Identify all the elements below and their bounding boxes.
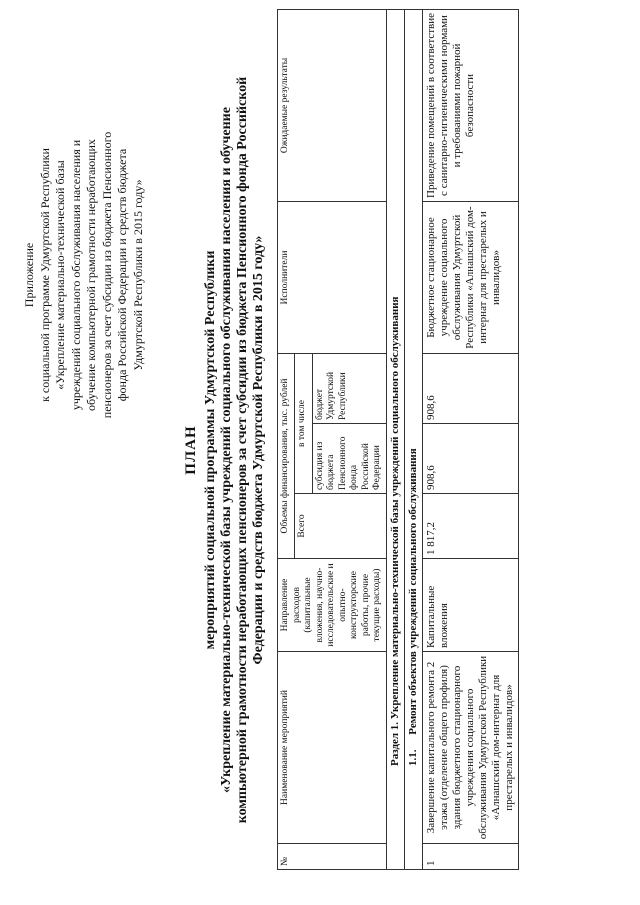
row-executor: Бюджетное стационарное учреждение социального обслуживания Удмуртской Республики «Алнашский дом-интернат для престарелых и инвалидов»	[422, 202, 518, 354]
plan-heading: ПЛАН	[183, 425, 199, 475]
header-name: Наименование мероприятий	[278, 652, 387, 844]
header-volume: Объемы финансирования, тыс. рублей	[278, 354, 295, 559]
row-results: Приведение помещений в соответствие с санитарно-гигиеническими нормами и требованиями пожарной безопасности	[422, 10, 518, 202]
appendix-note	[22, 65, 146, 485]
row-direction: Капитальные вложения	[422, 559, 518, 652]
section-title: Раздел 1. Укрепление материально-технической базы учреждений социального обслуживания	[388, 296, 401, 766]
header-num: №	[278, 844, 387, 870]
plan-title	[183, 35, 267, 865]
appendix-line: «Укрепление материально-технической базы	[53, 160, 67, 390]
subsection-title: Ремонт объектов учреждений социального обслуживания	[406, 448, 419, 735]
header-executor: Исполнители	[278, 202, 387, 354]
section-row	[386, 10, 404, 870]
header-total: Всего	[294, 494, 386, 559]
appendix-line: к социальной программе Удмуртской Республики	[37, 148, 52, 402]
appendix-line: пенсионеров за счет субсидии из бюджета Пенсионного	[99, 131, 114, 419]
header-including: в том числе	[294, 354, 312, 494]
appendix-line: Удмуртской Республики в 2015 году»	[130, 179, 145, 371]
appendix-line: учреждений социального обслуживания населения и	[68, 139, 83, 411]
plan-title-line: Федерации и средств бюджета Удмуртской Республики в 2015 году»	[251, 235, 266, 665]
appendix-line: обучение компьютерной грамотности неработающих	[84, 139, 98, 411]
plan-title-line: компьютерной грамотности неработающих пенсионеров за счет субсидии из бюджета Пенсионного фонда Российской	[235, 76, 250, 824]
row-pension-fund: 908,6	[422, 424, 518, 494]
header-budget-ur: бюджет Удмуртской Республики	[312, 354, 386, 424]
row-budget-ur: 908,6	[422, 354, 518, 424]
header-results: Ожидаемые результаты	[278, 10, 387, 202]
plan-title-line: мероприятий социальной программы Удмуртской Республики	[203, 250, 218, 650]
row-name: Завершение капитального ремонта 2 этажа (отделение общего профиля) здания бюджетного стационарного учреждения социального обслуживания Удмуртской Республики «Алнашский дом-интернат для престарелых и инвалидов»	[422, 652, 518, 844]
header-pension-fund: субсидия из бюджета Пенсионного фонда Российской Федерации	[312, 424, 386, 494]
appendix-line: Приложение	[22, 242, 36, 308]
row-num: 1	[422, 844, 518, 870]
table-row	[422, 10, 518, 870]
plan-title-line: «Укрепление материально-технической базы учреждений социального обслуживания населения и обучение	[219, 107, 234, 793]
subsection-num: 1.1.	[406, 749, 419, 766]
subsection-row	[404, 10, 422, 870]
row-total: 1 817,2	[422, 494, 518, 559]
plan-table	[277, 9, 519, 870]
header-direction: Направление расходов (капитальные вложения, научно-исследовательские и опытно-конструкторские работы, прочие текущие расходы)	[278, 559, 387, 652]
appendix-line: фонда Российской Федерации и средств бюджета	[115, 148, 129, 402]
header-row	[278, 10, 295, 870]
